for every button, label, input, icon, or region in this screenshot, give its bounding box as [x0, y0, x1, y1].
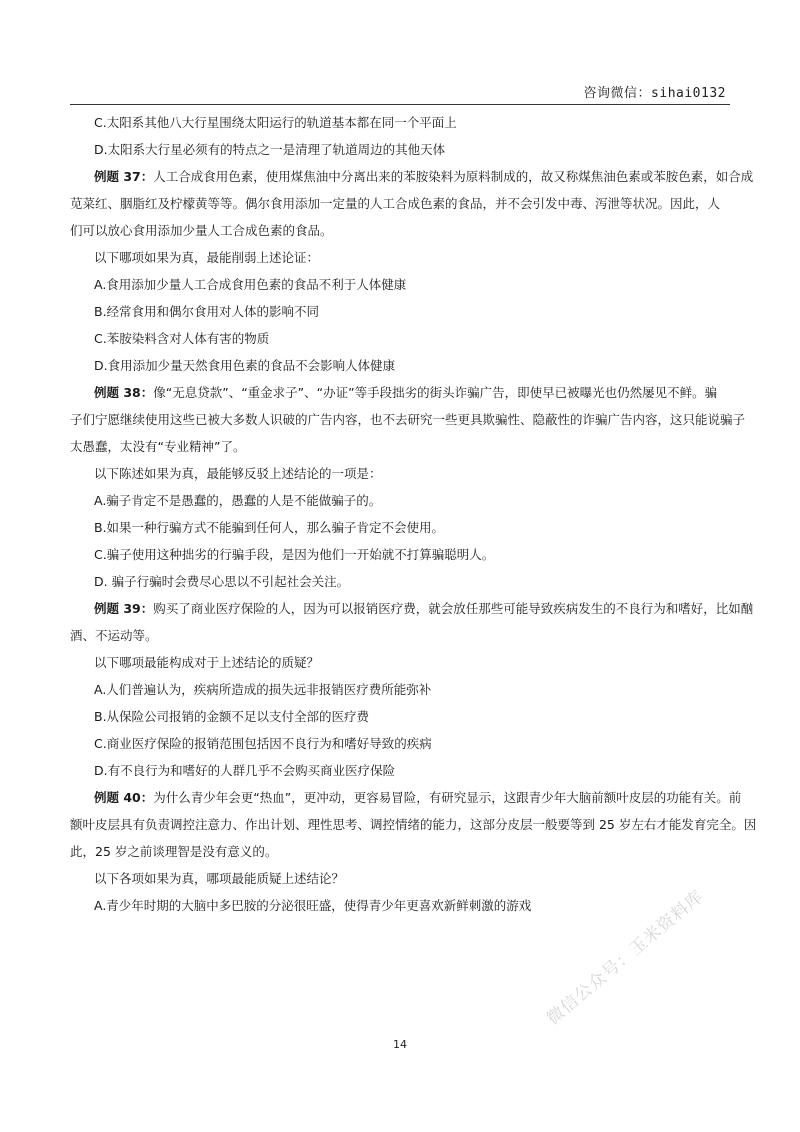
line-text: C.苯胺染料含对人体有害的物质 — [94, 331, 270, 346]
line-text: 们可以放心食用添加少量人工合成色素的食品。 — [70, 223, 333, 238]
line-text: A.青少年时期的大脑中多巴胺的分泌很旺盛，使得青少年更喜欢新鲜刺激的游戏 — [94, 898, 532, 913]
text-line — [70, 406, 746, 433]
line-text: 购买了商业医疗保险的人，因为可以报销医疗费，就会放任那些可能导致疾病发生的不良行为和嗜好，比如酗 — [153, 601, 754, 616]
text-line — [70, 757, 732, 784]
line-text: 人工合成食用色素，使用煤焦油中分离出来的苯胺染料为原料制成的，故又称煤焦油色素或苯胺色素，如合成 — [153, 169, 754, 184]
text-line — [70, 676, 732, 703]
line-text: B.如果一种行骗方式不能骗到任何人，那么骗子肯定不会使用。 — [94, 520, 445, 535]
text-line — [70, 271, 732, 298]
line-text: A.人们普遍认为，疾病所造成的损失远非报销医疗费所能弥补 — [94, 682, 432, 697]
line-text: 以下各项如果为真，哪项最能质疑上述结论？ — [94, 871, 345, 886]
text-line — [70, 865, 732, 892]
text-line — [70, 892, 732, 919]
line-text: A.骗子肯定不是愚蠢的，愚蠢的人是不能做骗子的。 — [94, 493, 382, 508]
document-body — [70, 109, 757, 919]
text-line — [70, 244, 732, 271]
text-line — [70, 352, 732, 379]
line-text: B.经常食用和偶尔食用对人体的影响不同 — [94, 304, 320, 319]
line-text: 像“无息贷款”、“重金求子”、“办证”等手段拙劣的街头诈骗广告，即使早已被曝光也仍然屡见不鲜。骗 — [153, 385, 718, 400]
line-text: C.太阳系其他八大行星围绕太阳运行的轨道基本都在同一个平面上 — [94, 115, 457, 130]
question-line — [70, 595, 754, 622]
question-line — [70, 163, 754, 190]
page-number: 14 — [393, 1038, 407, 1051]
line-text: D.太阳系大行星必须有的特点之一是清理了轨道周边的其他天体 — [94, 142, 446, 157]
text-line — [70, 622, 732, 649]
line-text: A.食用添加少量人工合成食用色素的食品不利于人体健康 — [94, 277, 407, 292]
line-text: 以下哪项如果为真，最能削弱上述论证： — [94, 250, 320, 265]
header-contact: 咨询微信：sihai0132 — [583, 86, 726, 101]
line-text: C.商业医疗保险的报销范围包括因不良行为和嗜好导致的疾病 — [94, 736, 432, 751]
text-line — [70, 838, 732, 865]
line-text: D.食用添加少量天然食用色素的食品不会影响人体健康 — [94, 358, 396, 373]
page-header — [70, 80, 730, 105]
line-text: 苋菜红、胭脂红及柠檬黄等等。偶尔食用添加一定量的人工合成色素的食品，并不会引发中毒、泻泄等状况。因此，人 — [70, 196, 721, 211]
line-text: C.骗子使用这种拙劣的行骗手段，是因为他们一开始就不打算骗聪明人。 — [94, 547, 495, 562]
text-line — [70, 217, 732, 244]
line-text: 以下哪项最能构成对于上述结论的质疑？ — [94, 655, 320, 670]
line-text: 额叶皮层具有负责调控注意力、作出计划、理性思考、调控情绪的能力，这部分皮层一般要等到 25 岁左右才能发育完全。因 — [70, 817, 757, 832]
line-text: D.有不良行为和嗜好的人群几乎不会购买商业医疗保险 — [94, 763, 396, 778]
question-label: 例题 39： — [94, 601, 154, 616]
text-line — [70, 649, 732, 676]
line-text: B.从保险公司报销的金额不足以支付全部的医疗费 — [94, 709, 370, 724]
question-label: 例题 40： — [94, 790, 154, 805]
text-line — [70, 514, 732, 541]
text-line — [70, 325, 732, 352]
line-text: 为什么青少年会更“热血”，更冲动，更容易冒险，有研究显示，这跟青少年大脑前额叶皮层的功能有关。前 — [153, 790, 742, 805]
watermark: 微信公众号：玉米资料库 — [543, 886, 708, 1030]
text-line — [70, 136, 732, 163]
line-text: 子们宁愿继续使用这些已被大多数人识破的广告内容，也不去研究一些更具欺骗性、隐蔽性的诈骗广告内容，这只能说骗子 — [70, 412, 746, 427]
text-line — [70, 298, 732, 325]
line-text: 太愚蠢，太没有“专业精神”了。 — [70, 439, 246, 454]
text-line — [70, 541, 732, 568]
text-line — [70, 568, 732, 595]
text-line — [70, 109, 732, 136]
text-line — [70, 460, 732, 487]
text-line — [70, 487, 732, 514]
question-line — [70, 784, 742, 811]
text-line — [70, 703, 732, 730]
line-text: 酒、不运动等。 — [70, 628, 158, 643]
text-line — [70, 190, 732, 217]
question-line — [70, 379, 732, 406]
line-text: 以下陈述如果为真，最能够反驳上述结论的一项是： — [94, 466, 382, 481]
question-label: 例题 37： — [94, 169, 154, 184]
question-label: 例题 38： — [94, 385, 154, 400]
text-line — [70, 811, 757, 838]
line-text: 此，25 岁之前谈理智是没有意义的。 — [70, 844, 278, 859]
line-text: D. 骗子行骗时会费尽心思以不引起社会关注。 — [94, 574, 350, 589]
text-line — [70, 730, 732, 757]
text-line — [70, 433, 732, 460]
